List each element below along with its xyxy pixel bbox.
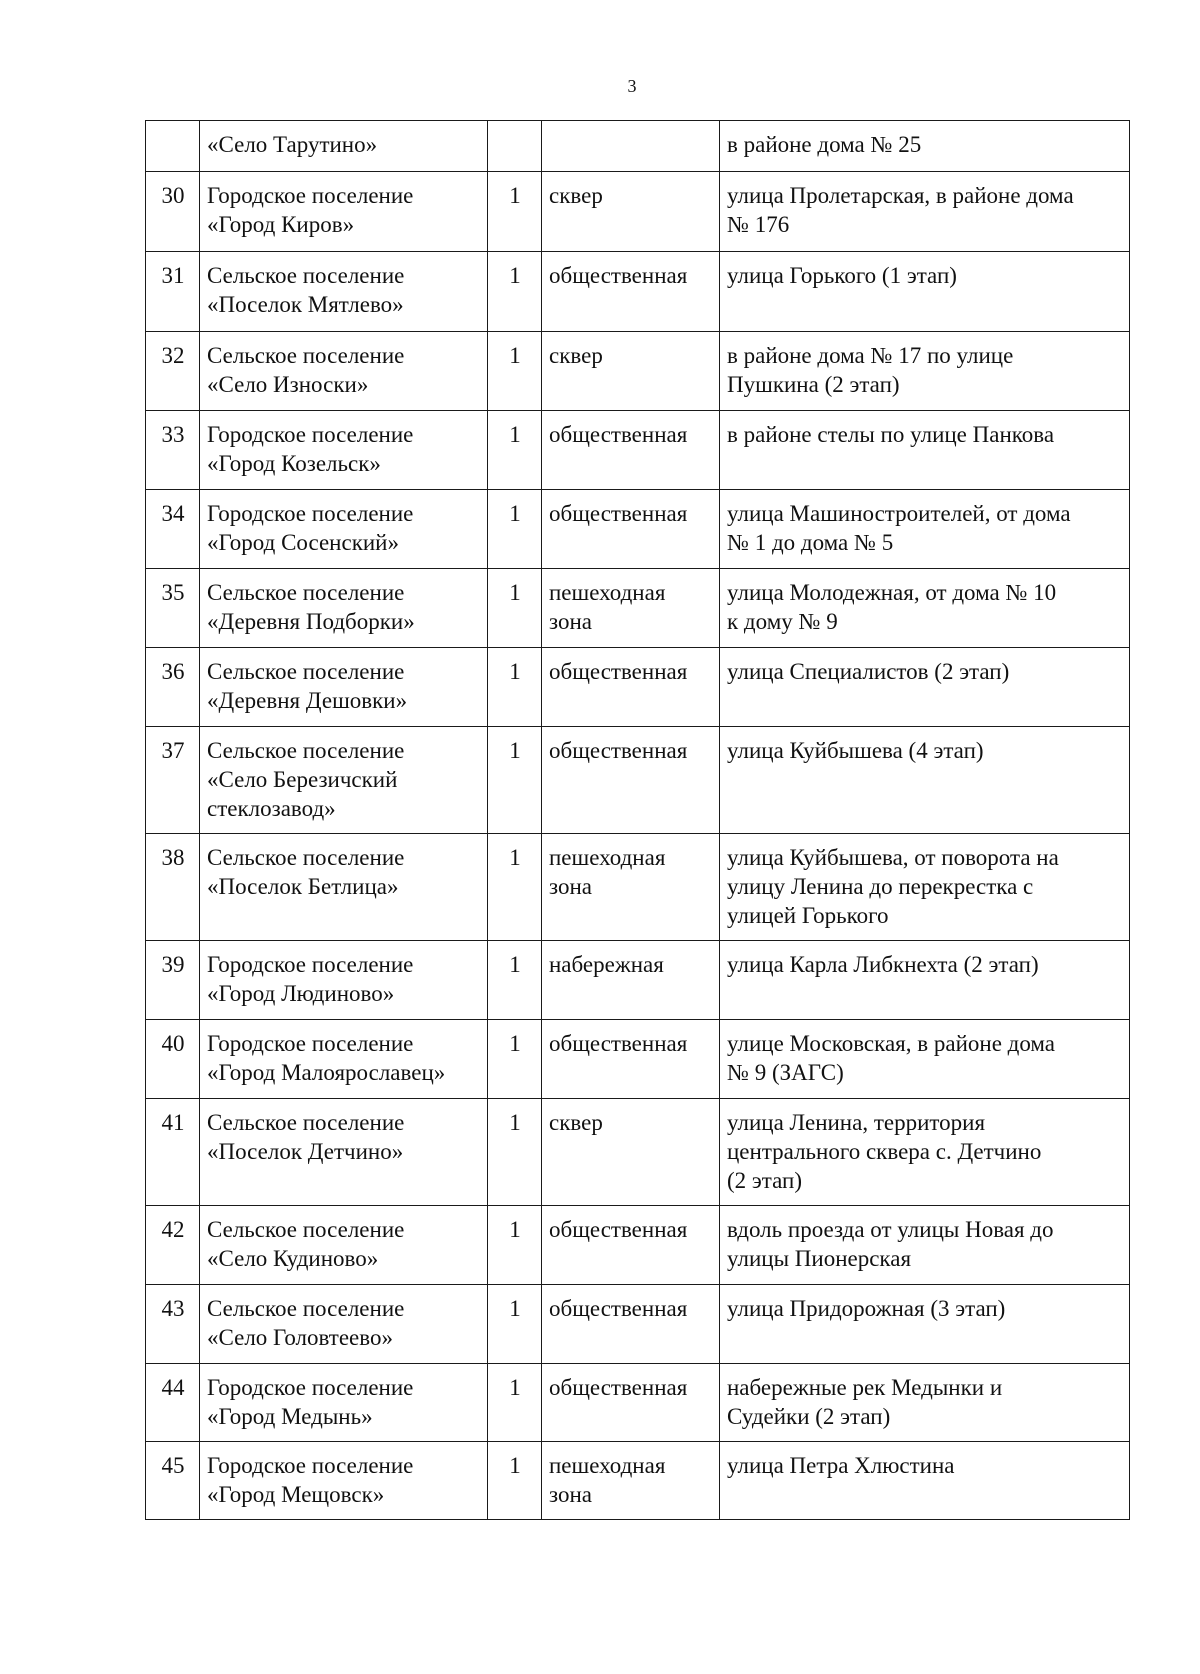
location-cell-line: Пушкина (2 этап) bbox=[727, 372, 900, 397]
object-type-cell bbox=[542, 411, 720, 490]
location-cell-line: улица Горького (1 этап) bbox=[727, 263, 957, 288]
location-cell-line: улица Карла Либкнехта (2 этап) bbox=[727, 952, 1039, 977]
settlement-cell bbox=[200, 648, 488, 727]
settlement-cell bbox=[200, 1285, 488, 1364]
location-cell bbox=[720, 727, 1130, 834]
table-row bbox=[146, 172, 1130, 252]
row-number-cell: 35 bbox=[146, 569, 200, 648]
location-cell-line: набережные рек Медынки и bbox=[727, 1375, 1003, 1400]
object-type-cell bbox=[542, 727, 720, 834]
location-cell-line: к дому № 9 bbox=[727, 609, 838, 634]
settlement-cell-line: Сельское поселение bbox=[207, 1110, 405, 1135]
quantity-cell: 1 bbox=[488, 1099, 542, 1206]
location-cell-line: центрального сквера с. Детчино bbox=[727, 1139, 1042, 1164]
quantity-cell: 1 bbox=[488, 727, 542, 834]
settlement-cell bbox=[200, 1020, 488, 1099]
location-cell-line: № 176 bbox=[727, 212, 790, 237]
location-cell bbox=[720, 1364, 1130, 1442]
object-type-cell-line: общественная bbox=[549, 422, 688, 447]
location-cell-line: (2 этап) bbox=[727, 1168, 802, 1193]
location-cell bbox=[720, 490, 1130, 569]
quantity-cell: 1 bbox=[488, 1020, 542, 1099]
row-number-cell: 40 bbox=[146, 1020, 200, 1099]
row-number-cell: 32 bbox=[146, 332, 200, 411]
location-cell bbox=[720, 1206, 1130, 1285]
object-type-cell-line: общественная bbox=[549, 1296, 688, 1321]
table-row bbox=[146, 1285, 1130, 1364]
table-row bbox=[146, 1020, 1130, 1099]
settlement-cell-line: Сельское поселение bbox=[207, 659, 405, 684]
table-row bbox=[146, 648, 1130, 727]
settlement-cell bbox=[200, 490, 488, 569]
quantity-cell: 1 bbox=[488, 1364, 542, 1442]
object-type-cell bbox=[542, 332, 720, 411]
object-type-cell-line: зона bbox=[549, 1482, 592, 1507]
object-type-cell-line: пешеходная bbox=[549, 580, 666, 605]
location-cell-line: улица Молодежная, от дома № 10 bbox=[727, 580, 1057, 605]
quantity-cell: 1 bbox=[488, 332, 542, 411]
object-type-cell-line: общественная bbox=[549, 501, 688, 526]
table-row bbox=[146, 1364, 1130, 1442]
quantity-cell: 1 bbox=[488, 411, 542, 490]
settlement-cell bbox=[200, 1364, 488, 1442]
settlement-cell-line: Сельское поселение bbox=[207, 343, 405, 368]
object-type-cell bbox=[542, 569, 720, 648]
settlement-cell bbox=[200, 1206, 488, 1285]
object-type-cell bbox=[542, 1099, 720, 1206]
settlement-cell-line: Городское поселение bbox=[207, 1453, 414, 1478]
row-number-cell: 38 bbox=[146, 834, 200, 941]
settlement-cell bbox=[200, 332, 488, 411]
location-cell bbox=[720, 941, 1130, 1020]
row-number-cell: 34 bbox=[146, 490, 200, 569]
location-cell-line: в районе дома № 17 по улице bbox=[727, 343, 1014, 368]
row-number-cell: 45 bbox=[146, 1442, 200, 1520]
settlement-cell-line: «Село Головтеево» bbox=[207, 1325, 393, 1350]
settlement-cell-line: Сельское поселение bbox=[207, 580, 405, 605]
location-cell-line: Судейки (2 этап) bbox=[727, 1404, 891, 1429]
settlement-cell bbox=[200, 1442, 488, 1520]
location-cell-line: улицей Горького bbox=[727, 903, 889, 928]
location-cell-line: улица Специалистов (2 этап) bbox=[727, 659, 1010, 684]
location-cell bbox=[720, 648, 1130, 727]
object-type-cell bbox=[542, 1364, 720, 1442]
table-row bbox=[146, 1099, 1130, 1206]
object-type-cell-line: общественная bbox=[549, 659, 688, 684]
object-type-cell-line: сквер bbox=[549, 343, 603, 368]
quantity-cell bbox=[488, 121, 542, 172]
location-cell-line: улица Петра Хлюстина bbox=[727, 1453, 955, 1478]
table-row bbox=[146, 121, 1130, 172]
settlement-cell-line: «Город Людиново» bbox=[207, 981, 395, 1006]
location-cell bbox=[720, 1285, 1130, 1364]
quantity-cell: 1 bbox=[488, 648, 542, 727]
settlement-cell-line: Сельское поселение bbox=[207, 263, 405, 288]
object-type-cell bbox=[542, 1206, 720, 1285]
settlement-cell-line: «Город Сосенский» bbox=[207, 530, 399, 555]
object-type-cell-line: зона bbox=[549, 874, 592, 899]
object-type-cell bbox=[542, 1285, 720, 1364]
settlement-cell bbox=[200, 727, 488, 834]
settlement-cell-line: «Поселок Бетлица» bbox=[207, 874, 399, 899]
object-type-cell-line: общественная bbox=[549, 738, 688, 763]
quantity-cell: 1 bbox=[488, 834, 542, 941]
location-cell-line: улица Куйбышева (4 этап) bbox=[727, 738, 984, 763]
row-number-cell bbox=[146, 121, 200, 172]
settlement-cell bbox=[200, 121, 488, 172]
object-type-cell bbox=[542, 648, 720, 727]
row-number-cell: 37 bbox=[146, 727, 200, 834]
quantity-cell: 1 bbox=[488, 252, 542, 332]
table-row bbox=[146, 727, 1130, 834]
object-type-cell-line: сквер bbox=[549, 1110, 603, 1135]
object-type-cell-line: общественная bbox=[549, 263, 688, 288]
row-number-cell: 41 bbox=[146, 1099, 200, 1206]
object-type-cell bbox=[542, 172, 720, 252]
location-cell-line: улицу Ленина до перекрестка с bbox=[727, 874, 1034, 899]
settlement-cell bbox=[200, 172, 488, 252]
settlement-cell-line: Городское поселение bbox=[207, 1375, 414, 1400]
quantity-cell: 1 bbox=[488, 569, 542, 648]
location-cell bbox=[720, 1099, 1130, 1206]
settlement-cell-line: Сельское поселение bbox=[207, 1296, 405, 1321]
location-cell bbox=[720, 332, 1130, 411]
location-cell-line: № 9 (ЗАГС) bbox=[727, 1060, 844, 1085]
location-cell-line: улица Придорожная (3 этап) bbox=[727, 1296, 1006, 1321]
object-type-cell bbox=[542, 490, 720, 569]
quantity-cell: 1 bbox=[488, 1206, 542, 1285]
settlement-cell-line: Городское поселение bbox=[207, 183, 414, 208]
object-type-cell-line: общественная bbox=[549, 1217, 688, 1242]
row-number-cell: 39 bbox=[146, 941, 200, 1020]
quantity-cell: 1 bbox=[488, 941, 542, 1020]
settlement-cell bbox=[200, 411, 488, 490]
settlement-cell-line: «Село Тарутино» bbox=[207, 132, 378, 157]
settlement-cell-line: «Село Износки» bbox=[207, 372, 369, 397]
table-body bbox=[146, 121, 1130, 1520]
settlement-cell-line: Городское поселение bbox=[207, 501, 414, 526]
settlement-cell-line: «Деревня Подборки» bbox=[207, 609, 415, 634]
location-cell-line: улица Пролетарская, в районе дома bbox=[727, 183, 1074, 208]
quantity-cell: 1 bbox=[488, 490, 542, 569]
settlement-cell bbox=[200, 1099, 488, 1206]
table-row bbox=[146, 941, 1130, 1020]
row-number-cell: 30 bbox=[146, 172, 200, 252]
location-cell-line: улице Московская, в районе дома bbox=[727, 1031, 1056, 1056]
quantity-cell: 1 bbox=[488, 1442, 542, 1520]
location-cell bbox=[720, 121, 1130, 172]
settlement-cell-line: «Город Киров» bbox=[207, 212, 355, 237]
location-cell bbox=[720, 411, 1130, 490]
table-row bbox=[146, 332, 1130, 411]
settlement-cell-line: «Город Мещовск» bbox=[207, 1482, 385, 1507]
row-number-cell: 31 bbox=[146, 252, 200, 332]
table-row bbox=[146, 1206, 1130, 1285]
location-cell bbox=[720, 834, 1130, 941]
settlement-cell-line: «Поселок Мятлево» bbox=[207, 292, 404, 317]
settlement-cell-line: Сельское поселение bbox=[207, 845, 405, 870]
location-cell bbox=[720, 1020, 1130, 1099]
row-number-cell: 33 bbox=[146, 411, 200, 490]
object-type-cell-line: сквер bbox=[549, 183, 603, 208]
object-type-cell-line: пешеходная bbox=[549, 1453, 666, 1478]
location-cell-line: в районе дома № 25 bbox=[727, 132, 922, 157]
table-row bbox=[146, 411, 1130, 490]
table-row bbox=[146, 1442, 1130, 1520]
settlement-cell-line: Сельское поселение bbox=[207, 738, 405, 763]
quantity-cell: 1 bbox=[488, 172, 542, 252]
row-number-cell: 42 bbox=[146, 1206, 200, 1285]
settlements-table bbox=[145, 120, 1130, 1520]
object-type-cell bbox=[542, 252, 720, 332]
settlement-cell-line: Городское поселение bbox=[207, 952, 414, 977]
location-cell-line: улица Ленина, территория bbox=[727, 1110, 986, 1135]
location-cell-line: вдоль проезда от улицы Новая до bbox=[727, 1217, 1054, 1242]
quantity-cell: 1 bbox=[488, 1285, 542, 1364]
settlement-cell bbox=[200, 941, 488, 1020]
settlement-cell bbox=[200, 569, 488, 648]
page-number: 3 bbox=[627, 76, 637, 96]
object-type-cell-line: набережная bbox=[549, 952, 664, 977]
location-cell bbox=[720, 172, 1130, 252]
object-type-cell bbox=[542, 1020, 720, 1099]
settlement-cell-line: «Село Кудиново» bbox=[207, 1246, 379, 1271]
row-number-cell: 43 bbox=[146, 1285, 200, 1364]
row-number-cell: 36 bbox=[146, 648, 200, 727]
object-type-cell-line: общественная bbox=[549, 1375, 688, 1400]
settlement-cell-line: «Город Козельск» bbox=[207, 451, 381, 476]
location-cell-line: улицы Пионерская bbox=[727, 1246, 912, 1271]
settlement-cell-line: «Город Медынь» bbox=[207, 1404, 373, 1429]
object-type-cell bbox=[542, 834, 720, 941]
location-cell-line: улица Машиностроителей, от дома bbox=[727, 501, 1071, 526]
table-row bbox=[146, 569, 1130, 648]
settlement-cell-line: стеклозавод» bbox=[207, 796, 336, 821]
settlement-cell-line: «Город Малоярославец» bbox=[207, 1060, 446, 1085]
settlement-cell-line: «Село Березичский bbox=[207, 767, 398, 792]
location-cell bbox=[720, 1442, 1130, 1520]
location-cell-line: в районе стелы по улице Панкова bbox=[727, 422, 1055, 447]
settlement-cell-line: «Поселок Детчино» bbox=[207, 1139, 404, 1164]
object-type-cell-line: общественная bbox=[549, 1031, 688, 1056]
settlement-cell-line: Сельское поселение bbox=[207, 1217, 405, 1242]
object-type-cell-line: пешеходная bbox=[549, 845, 666, 870]
object-type-cell bbox=[542, 121, 720, 172]
settlement-cell bbox=[200, 252, 488, 332]
settlement-cell-line: «Деревня Дешовки» bbox=[207, 688, 408, 713]
object-type-cell bbox=[542, 1442, 720, 1520]
table-row bbox=[146, 834, 1130, 941]
location-cell bbox=[720, 252, 1130, 332]
table-row bbox=[146, 252, 1130, 332]
settlement-cell-line: Городское поселение bbox=[207, 1031, 414, 1056]
row-number-cell: 44 bbox=[146, 1364, 200, 1442]
object-type-cell bbox=[542, 941, 720, 1020]
location-cell-line: улица Куйбышева, от поворота на bbox=[727, 845, 1059, 870]
settlement-cell-line: Городское поселение bbox=[207, 422, 414, 447]
object-type-cell-line: зона bbox=[549, 609, 592, 634]
location-cell bbox=[720, 569, 1130, 648]
location-cell-line: № 1 до дома № 5 bbox=[727, 530, 894, 555]
settlement-cell bbox=[200, 834, 488, 941]
table-row bbox=[146, 490, 1130, 569]
